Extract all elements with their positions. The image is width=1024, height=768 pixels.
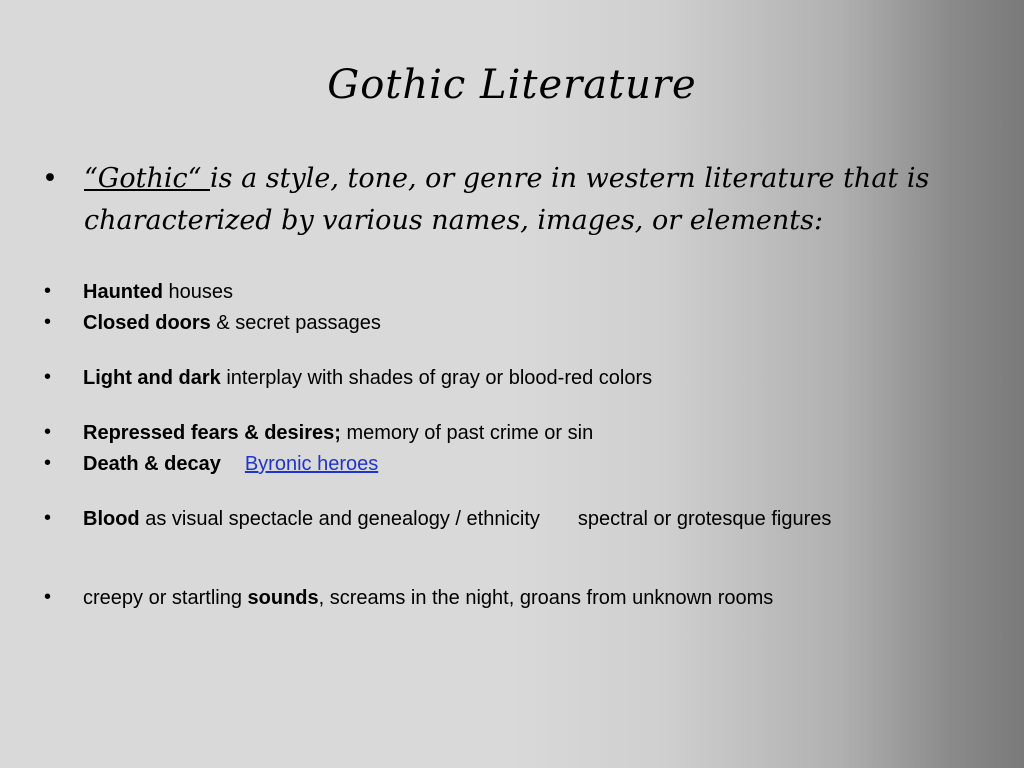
bullet-icon: • <box>44 311 52 333</box>
item-extra: spectral or grotesque figures <box>577 508 832 530</box>
item-text: houses <box>163 281 234 303</box>
list-item <box>42 586 942 610</box>
list-item <box>42 280 942 304</box>
bullet-icon: • <box>44 421 52 443</box>
item-bold: Haunted <box>83 281 163 303</box>
item-text: interplay with shades of gray or blood-red colors <box>220 367 653 389</box>
item-bold: Repressed fears & desires; <box>83 422 341 444</box>
gothic-term: “Gothic“ <box>84 163 211 194</box>
intro-text <box>84 158 972 242</box>
bullet-icon: • <box>44 586 52 608</box>
list-item <box>42 366 942 390</box>
byronic-heroes-link[interactable]: Byronic heroes <box>244 453 379 475</box>
list-item <box>42 421 942 445</box>
item-pre: creepy or startling <box>83 587 248 609</box>
list-item <box>42 311 942 335</box>
item-bold: Closed doors <box>83 312 211 334</box>
intro-description: is a style, tone, or genre in western literature that is characterized by various names, images, or elements: <box>84 163 930 236</box>
list-item <box>42 507 942 531</box>
bullet-icon: • <box>44 280 52 302</box>
list-item <box>42 452 942 476</box>
item-text: as visual spectacle and genealogy / ethnicity <box>139 508 540 530</box>
bullet-icon: • <box>42 163 58 194</box>
item-text: , screams in the night, groans from unknown rooms <box>318 587 774 609</box>
slide-title: Gothic Literature <box>327 62 697 108</box>
bullet-icon: • <box>44 366 52 388</box>
item-bold: Death & decay <box>83 453 221 475</box>
bullet-icon: • <box>44 507 52 529</box>
item-text: memory of past crime or sin <box>340 422 594 444</box>
item-text: & secret passages <box>210 312 381 334</box>
item-bold: Blood <box>83 508 140 530</box>
item-bold: sounds <box>247 587 319 609</box>
intro-paragraph <box>42 158 972 242</box>
bullet-icon: • <box>44 452 52 474</box>
item-bold: Light and dark <box>83 367 221 389</box>
